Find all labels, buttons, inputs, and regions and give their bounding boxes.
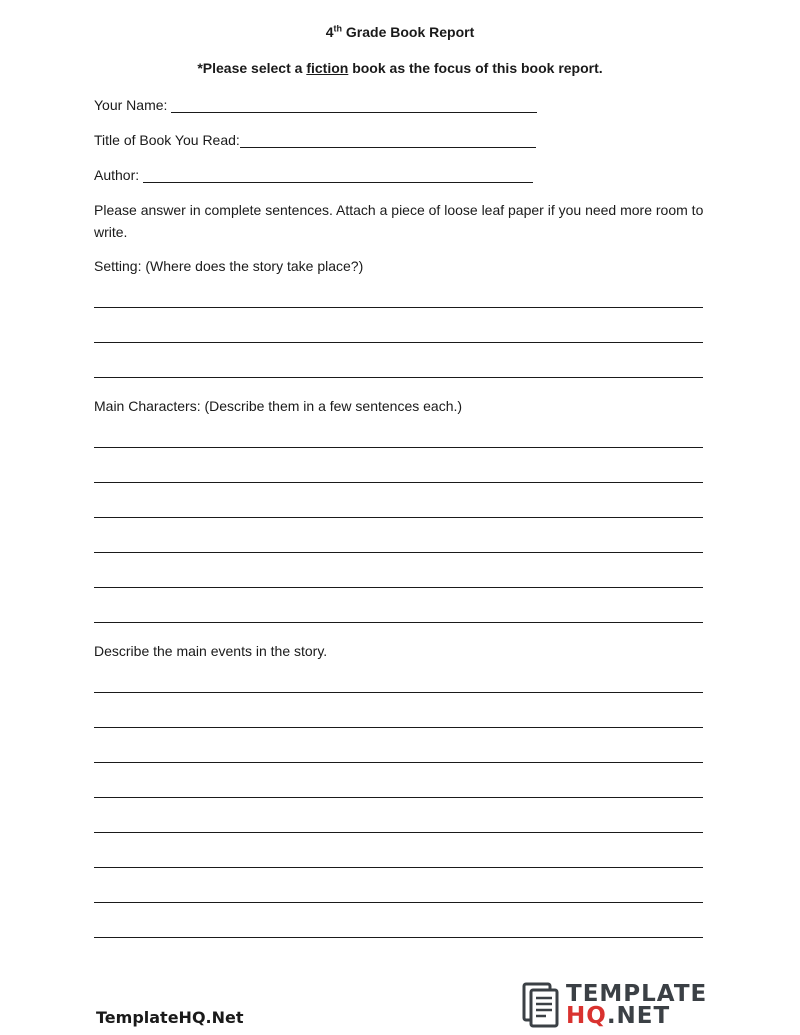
instruction-underlined: fiction	[306, 60, 349, 76]
author-blank-line[interactable]	[143, 168, 533, 183]
events-answer-line[interactable]	[94, 832, 703, 833]
events-answer-line[interactable]	[94, 727, 703, 728]
main-events-label: Describe the main events in the story.	[94, 643, 328, 659]
footer-site-text: TemplateHQ.Net	[96, 1008, 244, 1027]
title-rest: Grade Book Report	[342, 24, 475, 40]
name-field	[94, 93, 537, 113]
setting-answer-line[interactable]	[94, 307, 703, 308]
characters-answer-line[interactable]	[94, 517, 703, 518]
document-icon	[522, 982, 560, 1028]
characters-answer-line[interactable]	[94, 587, 703, 588]
logo-line-template: TEMPLATE	[566, 981, 708, 1007]
title-superscript: th	[333, 23, 343, 34]
events-answer-line[interactable]	[94, 867, 703, 868]
characters-answer-line[interactable]	[94, 482, 703, 483]
book-title-blank-line[interactable]	[240, 133, 536, 148]
logo-net-text: .NET	[606, 1003, 671, 1029]
answer-instructions: Please answer in complete sentences. Attach a piece of loose leaf paper if you need more room to write.	[94, 202, 704, 240]
instruction-after: book as the focus of this book report.	[348, 60, 603, 76]
events-answer-line[interactable]	[94, 692, 703, 693]
title-prefix: 4	[325, 24, 334, 40]
setting-label: Setting: (Where does the story take place?)	[94, 258, 364, 274]
events-answer-line[interactable]	[94, 937, 703, 938]
instruction-before: *Please select a	[197, 60, 307, 76]
logo-hq-text: HQ	[566, 1003, 607, 1029]
events-answer-line[interactable]	[94, 797, 703, 798]
logo-wordmark	[566, 983, 707, 1027]
characters-answer-line[interactable]	[94, 552, 703, 553]
author-field	[94, 163, 533, 183]
characters-answer-line[interactable]	[94, 447, 703, 448]
logo-line-hqnet	[566, 1005, 707, 1027]
templatehq-logo	[522, 980, 712, 1030]
characters-answer-line[interactable]	[94, 622, 703, 623]
name-blank-line[interactable]	[171, 98, 537, 113]
events-answer-line[interactable]	[94, 902, 703, 903]
book-title-field	[94, 128, 536, 148]
name-label: Your Name:	[94, 97, 168, 113]
main-characters-label: Main Characters: (Describe them in a few sentences each.)	[94, 398, 463, 414]
book-title-label: Title of Book You Read:	[94, 132, 240, 148]
setting-answer-line[interactable]	[94, 342, 703, 343]
events-answer-line[interactable]	[94, 762, 703, 763]
page-title	[0, 24, 800, 40]
author-label: Author:	[94, 167, 140, 183]
setting-answer-line[interactable]	[94, 377, 703, 378]
fiction-instruction	[0, 60, 800, 76]
